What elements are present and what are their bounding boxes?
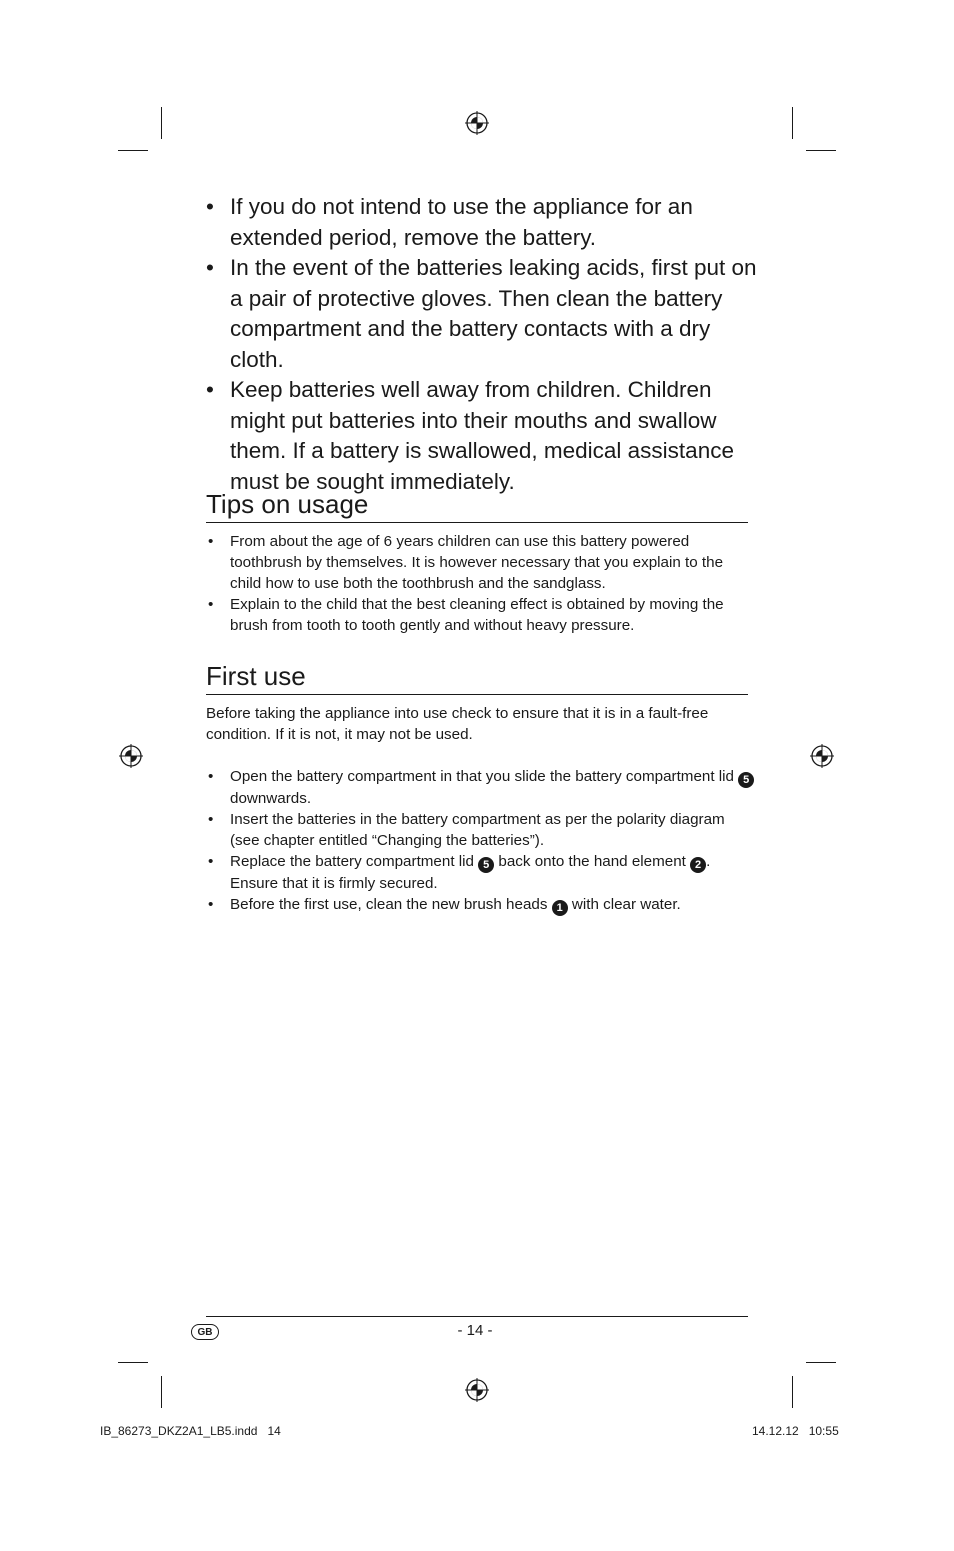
list-item-text: back onto the hand element	[494, 853, 691, 870]
file-info: IB_86273_DKZ2A1_LB5.indd 14	[100, 1424, 281, 1438]
list-item-text: Keep batteries well away from children. Children might put batteries into their mouths and swallow them. If a battery is swallowed, medical assistance must be sought immediately.	[230, 377, 734, 494]
registration-mark-icon	[119, 744, 143, 768]
list-item-text: In the event of the batteries leaking acids, first put on a pair of protective gloves. Then clean the battery compartment and the battery contacts with a dry cloth.	[230, 255, 757, 372]
registration-mark-icon	[465, 1378, 489, 1402]
list-item-text: From about the age of 6 years children can use this battery powered toothbrush by themselves. It is however necessary that you explain to the child how to use both the toothbrush and the sandglass.	[230, 533, 724, 592]
list-item: • Open the battery compartment in that you slide the battery compartment lid 5 downwards.	[206, 766, 756, 809]
list-item-text: . Ensure that it is firmly secured.	[230, 853, 711, 892]
list-item-text: downwards.	[230, 790, 312, 807]
list-item-text: Explain to the child that the best cleaning effect is obtained by moving the brush from tooth to tooth gently and without heavy pressure.	[230, 596, 724, 634]
list-item-text: Open the battery compartment in that you slide the battery compartment lid	[230, 768, 739, 785]
section-heading-tips: Tips on usage	[206, 489, 748, 523]
list-item-text: Before the first use, clean the new brush heads	[230, 896, 552, 913]
first-use-list	[206, 766, 756, 916]
crop-mark	[792, 107, 793, 139]
crop-mark	[806, 150, 836, 151]
crop-mark	[118, 1362, 148, 1363]
list-item: • If you do not intend to use the appliance for an extended period, remove the battery.	[206, 194, 693, 250]
registration-mark-icon	[465, 111, 489, 135]
list-item-text: If you do not intend to use the appliance for an extended period, remove the battery.	[230, 194, 693, 250]
list-item: • Insert the batteries in the battery compartment as per the polarity diagram (see chapter entitled “Changing the batteries”).	[208, 811, 725, 849]
registration-mark-icon	[810, 744, 834, 768]
list-item: • Keep batteries well away from children. Children might put batteries into their mouths and swallow them. If a battery is swallowed, medical assistance must be sought immediately.	[206, 377, 734, 494]
part-number-badge: 5	[478, 857, 494, 873]
list-item: • Replace the battery compartment lid 5 back onto the hand element 2 . Ensure that it is firmly secured.	[208, 853, 711, 892]
crop-mark	[161, 1376, 162, 1408]
part-number-badge: 1	[552, 900, 568, 916]
crop-mark	[792, 1376, 793, 1408]
language-badge: GB	[191, 1324, 219, 1340]
list-item: • Explain to the child that the best cleaning effect is obtained by moving the brush from tooth to tooth gently and without heavy pressure.	[208, 596, 724, 634]
list-item: • From about the age of 6 years children can use this battery powered toothbrush by themselves. It is however necessary that you explain to the child how to use both the toothbrush and the sandglass.	[208, 533, 724, 592]
print-date-time: 14.12.12 10:55	[752, 1424, 839, 1438]
part-number-badge: 5	[738, 772, 754, 788]
safety-bullet-list	[206, 192, 766, 497]
first-use-intro: Before taking the appliance into use check to ensure that it is in a fault-free condition. If it is not, it may not be used.	[206, 705, 709, 743]
list-item-text: with clear water.	[567, 896, 681, 913]
crop-mark	[806, 1362, 836, 1363]
crop-mark	[161, 107, 162, 139]
crop-mark	[118, 150, 148, 151]
footer-divider	[206, 1316, 748, 1317]
list-item: • Before the first use, clean the new brush heads 1 with clear water.	[208, 896, 681, 914]
page-number: - 14 -	[457, 1322, 493, 1339]
part-number-badge: 2	[690, 857, 706, 873]
list-item: • In the event of the batteries leaking acids, first put on a pair of protective gloves. Then clean the battery compartment and the battery contacts with a dry cloth.	[206, 255, 757, 372]
section-heading-first-use: First use	[206, 661, 748, 695]
list-item-text: Replace the battery compartment lid	[230, 853, 479, 870]
list-item-text: Insert the batteries in the battery compartment as per the polarity diagram (see chapter entitled “Changing the batteries”).	[230, 811, 725, 849]
tips-list	[206, 531, 756, 636]
